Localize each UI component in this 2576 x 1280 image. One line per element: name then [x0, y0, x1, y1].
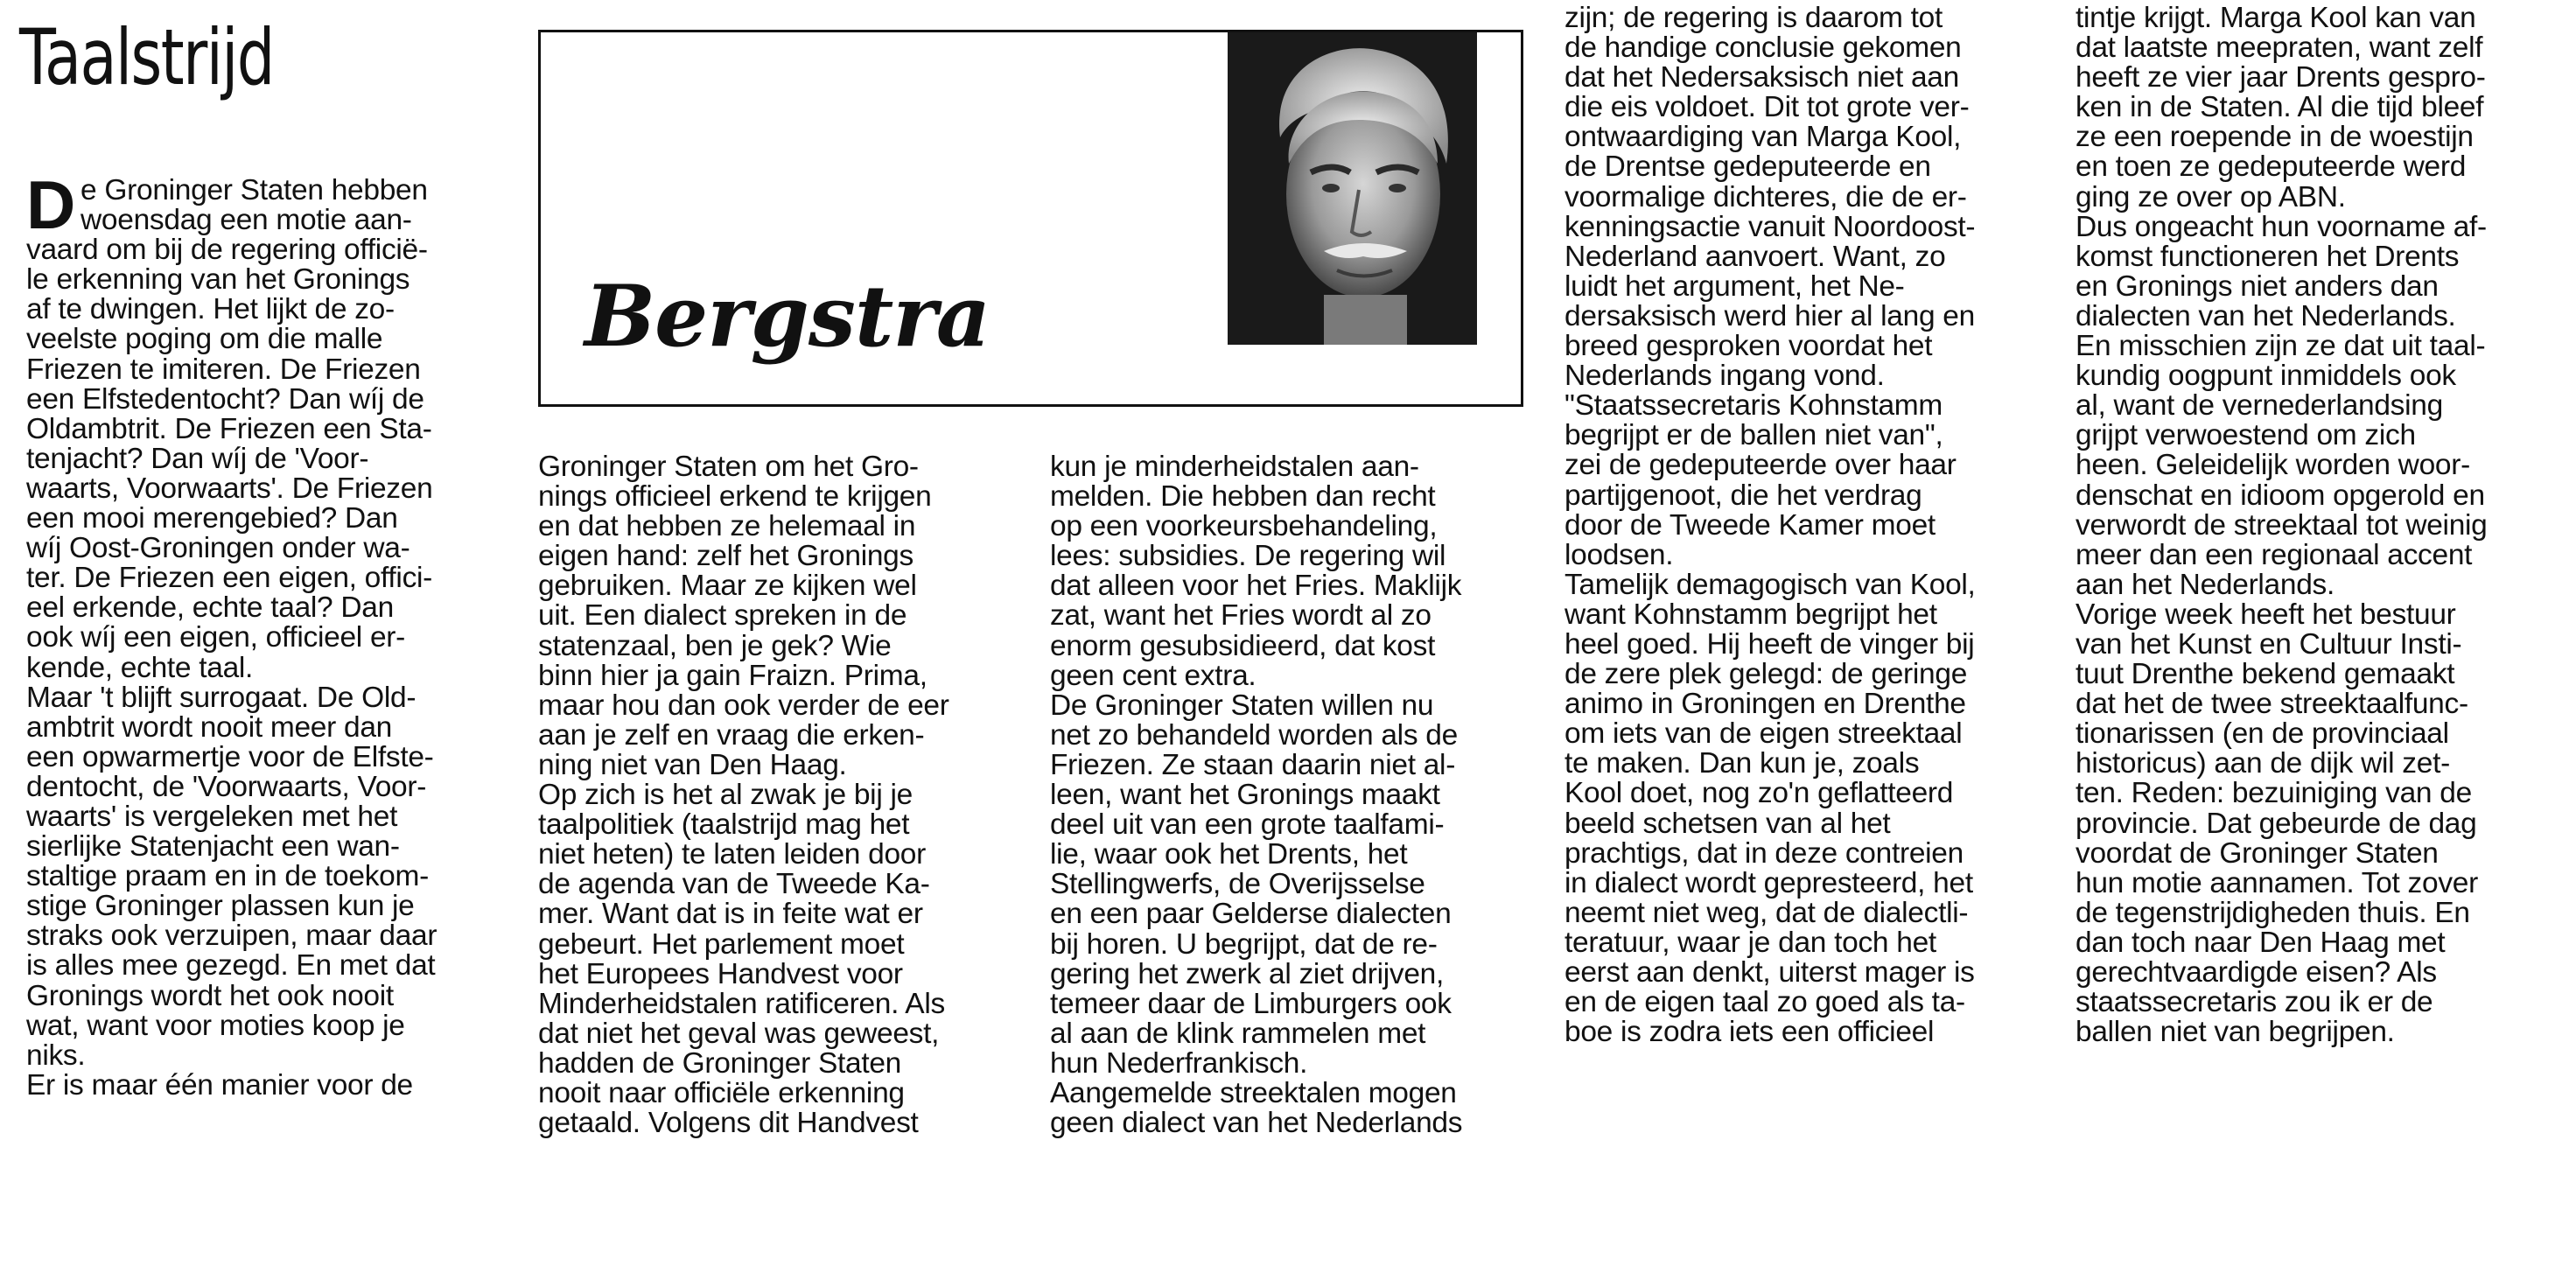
text-line: Op zich is het al zwak je bij je [538, 779, 913, 812]
text-line: dat het Nedersaksisch niet aan [1564, 61, 1959, 94]
text-line: ontwaardiging van Marga Kool, [1564, 121, 1962, 154]
text-line: melden. Die hebben dan recht [1050, 480, 1436, 514]
text-line: animo in Groningen en Drenthe [1564, 688, 1966, 721]
text-line: de Drentse gedeputeerde en [1564, 150, 1931, 184]
text-line: eel erkende, echte taal? Dan [26, 591, 394, 625]
text-line: gebruiken. Maar ze kijken wel [538, 570, 917, 603]
text-line: verwordt de streektaal tot weinig [2076, 508, 2488, 542]
article-column-3 [1050, 452, 1540, 1138]
text-line: hun Nederfrankisch. [1050, 1046, 1308, 1080]
text-line: de tegenstrijdigheden thuis. En [2076, 896, 2470, 929]
text-line: ballen niet van begrijpen. [2076, 1016, 2395, 1049]
columnist-banner [538, 30, 1523, 407]
text-line: grijpt verwoestend om zich [2076, 419, 2416, 452]
text-line: voormalige dichteres, die de er- [1564, 180, 1967, 213]
text-line: kundig oogpunt inmiddels ook [2076, 360, 2456, 393]
text-line: getaald. Volgens dit Handvest [538, 1107, 919, 1140]
text-line: historicus) aan de dijk wil zet- [2076, 747, 2450, 780]
article-column-1 [26, 166, 499, 1102]
text-line: le erkenning van het Gronings [26, 263, 410, 297]
text-line: niks. [26, 1039, 86, 1072]
text-line: heeft ze vier jaar Drents gespro- [2076, 61, 2486, 94]
text-line: al, want de vernederlandsing [2076, 389, 2443, 423]
text-line: tenjacht? Dan wíj de 'Voor- [26, 442, 369, 475]
text-line: wíj Oost-Groningen onder wa- [26, 532, 410, 565]
text-line: ter. De Friezen een eigen, offici- [26, 562, 433, 595]
article-column-5 [2076, 3, 2566, 1047]
text-line: van het Kunst en Cultuur Insti- [2076, 627, 2462, 661]
text-line: vaard om bij de regering officië- [26, 234, 428, 267]
text-line: al aan de klink rammelen met [1050, 1017, 1426, 1050]
text-line: lie, waar ook het Drents, het [1050, 838, 1408, 871]
text-line: heen. Geleidelijk worden woor- [2076, 449, 2470, 482]
text-line: denschat en idioom opgerold en [2076, 479, 2485, 512]
article-headline: Taalstrijd [19, 12, 274, 102]
text-line: Oldambtrit. De Friezen een Sta- [26, 412, 432, 445]
text-line: teratuur, waar je dan toch het [1564, 926, 1936, 959]
text-line: zei de gedeputeerde over haar [1564, 449, 1956, 482]
text-line: een Elfstedentocht? Dan wíj de [26, 382, 424, 416]
text-line: tionarissen (en de provinciaal [2076, 717, 2449, 751]
text-line: is alles mee gezegd. En met dat [26, 949, 436, 983]
text-line: gering het zwerk al ziet drijven, [1050, 957, 1445, 990]
text-line: heel goed. Hij heeft de vinger bij [1564, 627, 1975, 661]
text-line: Er is maar één manier voor de [26, 1068, 413, 1102]
text-line: ning niet van Den Haag. [538, 748, 847, 781]
text-line: aan het Nederlands. [2076, 568, 2335, 601]
text-line: Groninger Staten om het Gro- [538, 451, 919, 483]
text-line: waarts' is vergeleken met het [26, 800, 398, 833]
text-line: niet heten) te laten leiden door [538, 838, 926, 871]
text-line: aan je zelf en vraag die erken- [538, 718, 925, 752]
text-line: en toen ze gedeputeerde werd [2076, 150, 2467, 184]
text-line: Minderheidstalen ratificeren. Als [538, 987, 945, 1020]
text-line: deel uit van een grote taalfami- [1050, 808, 1445, 842]
text-line: dialecten van het Nederlands. [2076, 299, 2456, 332]
text-line: breed gesproken voordat het [1564, 330, 1933, 363]
text-line: om iets van de eigen streektaal [1564, 717, 1963, 751]
text-line: geen dialect van het Nederlands [1050, 1107, 1463, 1140]
text-line: loodsen. [1564, 538, 1674, 571]
text-line: want Kohnstamm begrijpt het [1564, 598, 1937, 631]
text-line: Friezen te imiteren. De Friezen [26, 353, 421, 386]
text-line: nings officieel erkend te krijgen [538, 480, 932, 514]
text-line: ook wíj een eigen, officieel er- [26, 621, 405, 654]
text-line: ze een roepende in de woestijn [2076, 121, 2474, 154]
text-line: En misschien zijn ze dat uit taal- [2076, 330, 2486, 363]
text-line: dat het de twee streektaalfunc- [2076, 688, 2468, 721]
text-line: maar hou dan ook verder de eer [538, 689, 949, 722]
text-line: Dus ongeacht hun voorname af- [2076, 210, 2487, 243]
text-line: hadden de Groninger Staten [538, 1046, 901, 1080]
text-line: woensdag een motie aan- [80, 204, 412, 237]
text-line: komst functioneren het Drents [2076, 240, 2460, 273]
columnist-name: Bergstra [584, 267, 990, 366]
text-line: e Groninger Staten hebben [80, 174, 428, 206]
text-line: staatssecretaris zou ik er de [2076, 986, 2433, 1019]
text-line: eerst aan denkt, uiterst mager is [1564, 956, 1975, 989]
text-line: Aangemelde streektalen mogen [1050, 1076, 1457, 1109]
text-line: geen cent extra. [1050, 659, 1256, 692]
text-line: kun je minderheidstalen aan- [1050, 451, 1419, 483]
portrait-photo-icon [1228, 32, 1477, 345]
text-line: ambtrit wordt nooit meer dan [26, 710, 392, 744]
text-line: dersaksisch werd hier al lang en [1564, 299, 1975, 332]
text-line: gerechtvaardigde eisen? Als [2076, 956, 2437, 989]
text-line: dat alleen voor het Fries. Maklijk [1050, 570, 1462, 603]
text-line: Maar 't blijft surrogaat. De Old- [26, 681, 416, 714]
text-line: dentocht, de 'Voorwaarts, Voor- [26, 770, 427, 803]
text-line: leen, want het Gronings maakt [1050, 779, 1440, 812]
text-line: dat niet het geval was geweest, [538, 1017, 940, 1050]
text-line: net zo behandeld worden als de [1050, 718, 1458, 752]
text-line: en een paar Gelderse dialecten [1050, 898, 1452, 931]
text-line: De Groninger Staten willen nu [1050, 689, 1434, 722]
text-line: provincie. Dat gebeurde de dag [2076, 807, 2477, 840]
text-line: straks ook verzuipen, maar daar [26, 920, 438, 953]
text-line: een mooi merengebied? Dan [26, 502, 398, 535]
text-line: zijn; de regering is daarom tot [1564, 2, 1943, 34]
text-line: tuut Drenthe bekend gemaakt [2076, 658, 2455, 691]
text-line: temeer daar de Limburgers ook [1050, 987, 1452, 1020]
text-line: staltige praam en in de toekom- [26, 860, 429, 893]
text-line: te maken. Dan kun je, zoals [1564, 747, 1920, 780]
text-line: uit. Een dialect spreken in de [538, 599, 907, 633]
text-line: sierlijke Statenjacht een wan- [26, 830, 400, 864]
text-line: prachtigs, dat in deze contreien [1564, 836, 1964, 870]
text-line: enorm gesubsidieerd, dat kost [1050, 629, 1436, 662]
text-line: gebeurt. Het parlement moet [538, 927, 905, 961]
text-line: nooit naar officiële erkenning [538, 1076, 905, 1109]
text-line: Tamelijk demagogisch van Kool, [1564, 568, 1976, 601]
text-line: Vorige week heeft het bestuur [2076, 598, 2456, 631]
article-column-4 [1564, 3, 2054, 1047]
text-line: boe is zodra iets een officieel [1564, 1016, 1935, 1049]
text-line: begrijpt er de ballen niet van", [1564, 419, 1943, 452]
text-line: waarts, Voorwaarts'. De Friezen [26, 472, 433, 505]
text-line: het Europees Handvest voor [538, 957, 903, 990]
text-line: dat laatste meepraten, want zelf [2076, 31, 2483, 65]
text-line: de zere plek gelegd: de geringe [1564, 658, 1968, 691]
text-line: af te dwingen. Het lijkt de zo- [26, 293, 395, 326]
text-line: veelste poging om die malle [26, 323, 383, 356]
text-line: Friezen. Ze staan daarin niet al- [1050, 748, 1456, 781]
text-line: hun motie aannamen. Tot zover [2076, 866, 2478, 899]
text-line: door de Tweede Kamer moet [1564, 508, 1936, 542]
text-line: op een voorkeursbehandeling, [1050, 510, 1438, 543]
text-line: taalpolitiek (taalstrijd mag het [538, 808, 910, 842]
text-line: kende, echte taal. [26, 651, 254, 684]
text-line: lees: subsidies. De regering wil [1050, 540, 1446, 573]
text-line: de agenda van de Tweede Ka- [538, 868, 930, 901]
text-line: de handige conclusie gekomen [1564, 31, 1962, 65]
text-line: dan toch naar Den Haag met [2076, 926, 2446, 959]
text-line: bij horen. U begrijpt, dat de re- [1050, 927, 1438, 961]
text-line: kenningsactie vanuit Noordoost- [1564, 210, 1976, 243]
text-line: Nederland aanvoert. Want, zo [1564, 240, 1946, 273]
text-line: binn hier ja gain Fraizn. Prima, [538, 659, 928, 692]
article-column-2 [538, 452, 1028, 1138]
text-line: eigen hand: zelf het Gronings [538, 540, 914, 573]
columnist-portrait [1228, 32, 1477, 345]
text-line: Kool doet, nog zo'n geflatteerd [1564, 777, 1954, 810]
text-line: voordat de Groninger Staten [2076, 836, 2439, 870]
text-line: ten. Reden: bezuiniging van de [2076, 777, 2472, 810]
text-line: ken in de Staten. Al die tijd bleef [2076, 91, 2484, 124]
dropcap: D [26, 166, 76, 243]
text-line: Nederlands ingang vond. [1564, 360, 1885, 393]
text-line: en de eigen taal zo goed als ta- [1564, 986, 1965, 1019]
text-line: meer dan een regionaal accent [2076, 538, 2473, 571]
text-line: een opwarmertje voor de Elfste- [26, 740, 434, 773]
text-line: en dat hebben ze helemaal in [538, 510, 916, 543]
text-line: beeld schetsen van al het [1564, 807, 1891, 840]
text-line: in dialect wordt gepresteerd, het [1564, 866, 1973, 899]
text-line: neemt niet weg, dat de dialectli- [1564, 896, 1969, 929]
text-line: partijgenoot, die het verdrag [1564, 479, 1922, 512]
text-line: tintje krijgt. Marga Kool kan van [2076, 2, 2476, 34]
text-line: Gronings wordt het ook nooit [26, 979, 394, 1012]
text-line: wat, want voor moties koop je [26, 1009, 405, 1042]
text-line: die eis voldoet. Dit tot grote ver- [1564, 91, 1970, 124]
text-line: zat, want het Fries wordt al zo [1050, 599, 1432, 633]
text-line: stige Groninger plassen kun je [26, 890, 415, 923]
text-line: Stellingwerfs, de Overijsselse [1050, 868, 1425, 901]
text-line: mer. Want dat is in feite wat er [538, 898, 923, 931]
text-line: "Staatssecretaris Kohnstamm [1564, 389, 1943, 423]
text-line: ging ze over op ABN. [2076, 180, 2346, 213]
text-line: en Gronings niet anders dan [2076, 269, 2439, 303]
text-line: statenzaal, ben je gek? Wie [538, 629, 892, 662]
text-line: luidt het argument, het Ne- [1564, 269, 1905, 303]
